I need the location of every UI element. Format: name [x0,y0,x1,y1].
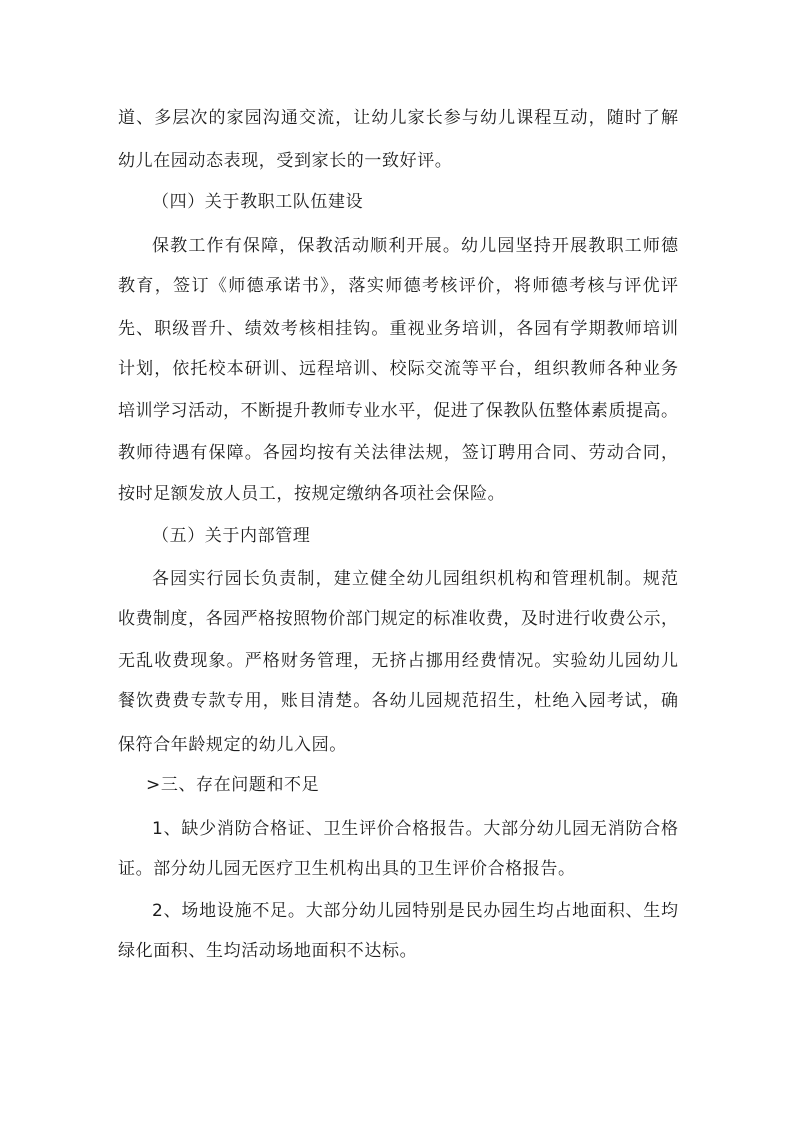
body-text-line: 无乱收费现象。严格财务管理，无挤占挪用经费情况。实验幼儿园幼儿 [118,651,678,671]
body-text-line: 先、职级晋升、绩效考核相挂钩。重视业务培训，各园有学期教师培训 [118,319,678,339]
section-heading: >三、存在问题和不足 [146,775,320,795]
body-text-line: 培训学习活动，不断提升教师专业水平，促进了保教队伍整体素质提高。 [118,401,678,421]
body-text-line: 教师待遇有保障。各园均按有关法律法规，签订聘用合同、劳动合同， [118,443,678,463]
paragraph-first-line: 1、缺少消防合格证、卫生评价合格报告。大部分幼儿园无消防合格 [152,819,678,839]
body-text-line: 道、多层次的家园沟通交流，让幼儿家长参与幼儿课程互动，随时了解 [118,108,678,128]
paragraph-first-line: 各园实行园长负责制，建立健全幼儿园组织机构和管理机制。规范 [152,569,678,589]
body-text-line: 按时足额发放人员工，按规定缴纳各项社会保险。 [118,484,506,504]
body-text-line: 绿化面积、生均活动场地面积不达标。 [118,941,418,961]
body-text-line: 幼儿在园动态表现，受到家长的一致好评。 [118,151,453,171]
paragraph-first-line: 2、场地设施不足。大部分幼儿园特别是民办园生均占地面积、生均 [152,901,678,921]
body-text-line: 计划，依托校本研训、远程培训、校际交流等平台，组织教师各种业务 [118,359,678,379]
body-text-line: 保符合年龄规定的幼儿入园。 [118,735,347,755]
body-text-line: 证。部分幼儿园无医疗卫生机构出具的卫生评价合格报告。 [118,859,576,879]
paragraph-first-line: 保教工作有保障，保教活动顺利开展。幼儿园坚持开展教职工师德 [152,236,678,256]
body-text-line: 教育，签订《师德承诺书》，落实师德考核评价，将师德考核与评优评 [118,276,678,296]
body-text-line: 餐饮费费专款专用，账目清楚。各幼儿园规范招生，杜绝入园考试，确 [118,691,678,711]
section-heading: （五）关于内部管理 [152,526,311,546]
section-heading: （四）关于教职工队伍建设 [152,192,364,212]
body-text-line: 收费制度，各园严格按照物价部门规定的标准收费，及时进行收费公示， [118,609,678,629]
